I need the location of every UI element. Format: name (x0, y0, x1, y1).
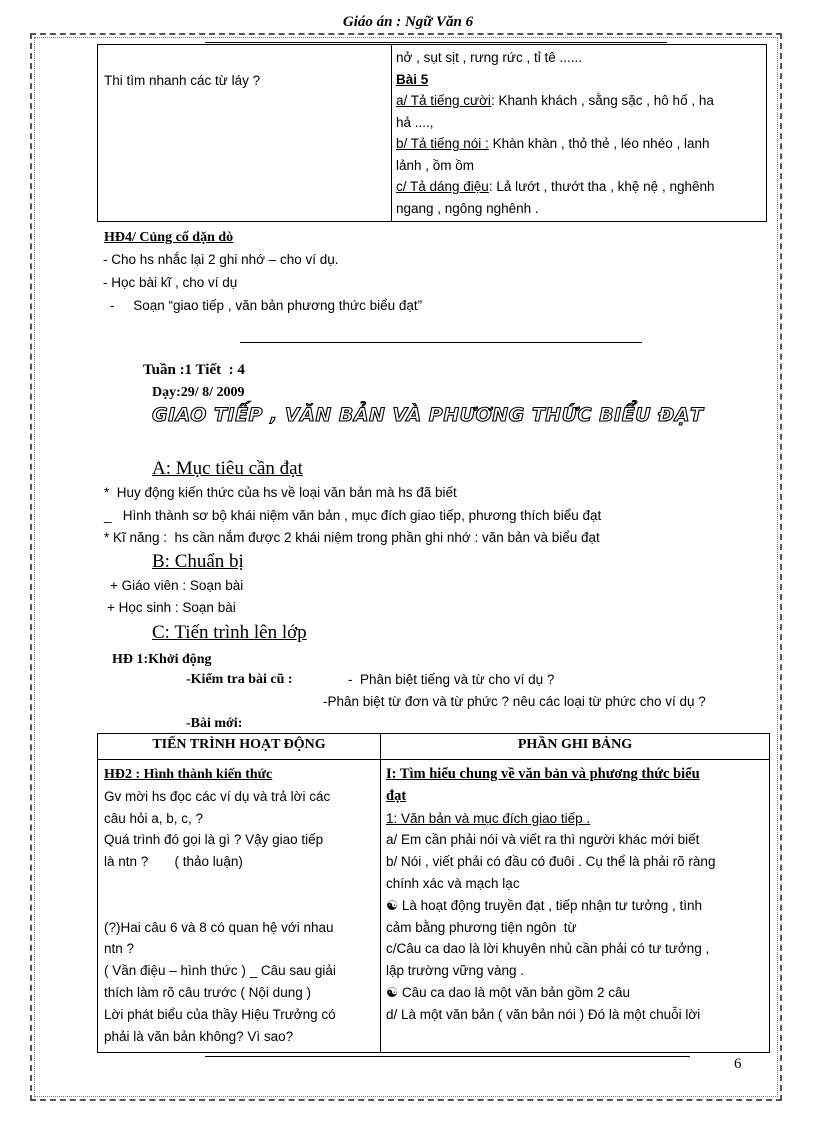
yin-yang-icon: ☯ (386, 897, 399, 913)
page-number: 6 (734, 1056, 742, 1072)
prep-item: + Học sinh : Soạn bài (107, 600, 236, 615)
hd4-item: - Học bài kĩ , cho ví dụ (103, 275, 238, 290)
hd1-title: HĐ 1:Khởi động (112, 652, 212, 667)
activity-line: câu hỏi a, b, c, ? (104, 810, 204, 826)
answer-line: ngang , ngông nghênh . (396, 200, 539, 216)
answer-text: Khàn khàn , thỏ thẻ , léo nhéo , lanh (488, 136, 710, 151)
answer-text: : Khanh khách , sằng sặc , hô hố , ha (490, 93, 714, 108)
section-a-title: A: Mục tiêu cần đạt (152, 458, 303, 479)
board-line: b/ Nói , viết phải có đầu có đuôi . Cụ thể là phải rõ ràng (386, 854, 716, 870)
answer-text: : Lả lướt , thướt tha , khệ nệ , nghênh (488, 179, 715, 194)
table-header-board: PHẦN GHI BẢNG (517, 737, 633, 752)
page-header: Giáo án : Ngữ Văn 6 (342, 14, 474, 30)
top-table-answers (396, 47, 764, 219)
answer-heading: Bài 5 (396, 71, 429, 87)
board-cell (386, 764, 764, 1026)
answer-label: b/ Tả tiếng nói : (396, 136, 489, 151)
kiem-tra-question: - Phân biệt tiếng và từ cho ví dụ ? (348, 672, 555, 687)
activity-line: ( Vần điệu – hình thức ) _ Câu sau giải (104, 963, 336, 979)
board-line: a/ Em cần phải nói và viết ra thì người khác mới biết (386, 832, 700, 848)
activity-line: thích làm rõ câu trước ( Nội dung ) (104, 984, 311, 1000)
section-c-title: C: Tiến trình lên lớp (152, 622, 307, 643)
kiem-tra-label: -Kiểm tra bài cũ : (186, 672, 293, 687)
board-line: lập trường vững vàng . (386, 963, 524, 979)
bai-moi-label: -Bài mới: (186, 716, 243, 731)
answer-label: a/ Tả tiếng cười (396, 93, 491, 108)
answer-line: nở , sụt sịt , rưng rức , tỉ tê ...... (396, 50, 582, 65)
activity-line: phải là văn bản không? Vì sao? (104, 1028, 294, 1044)
board-line: Câu ca dao là một văn bản gồm 2 câu (401, 984, 631, 1000)
hd4-item: - Cho hs nhắc lại 2 ghi nhớ – cho ví dụ. (103, 252, 339, 267)
objective-item: * Huy động kiến thức của hs về loại văn bản mà hs đã biết (104, 485, 457, 500)
activities-cell (104, 764, 372, 1047)
board-line: 1: Văn bản và mục đích giao tiếp . (386, 810, 591, 826)
lesson-date: Dạy:29/ 8/ 2009 (152, 385, 245, 400)
answer-line: hả ...., (396, 114, 434, 130)
activity-line: là ntn ? ( thảo luận) (104, 854, 243, 870)
activity-title: HĐ2 : Hình thành kiến thức (104, 767, 273, 782)
hd4-title: HĐ4/ Củng cố dặn dò (104, 230, 234, 245)
lesson-table (97, 733, 770, 1053)
top-rule (205, 42, 667, 43)
bottom-rule (205, 1056, 690, 1057)
board-line: chính xác và mạch lạc (386, 875, 520, 891)
hd4-item: - Soạn “giao tiếp , văn bản phương thức biểu đạt” (110, 298, 423, 313)
board-line: d/ Là một văn bản ( văn bản nói ) Đó là một chuỗi lời (386, 1006, 701, 1022)
activity-line (104, 873, 372, 895)
activity-line (104, 895, 372, 917)
board-line: c/Câu ca dao là lời khuyên nhủ cần phải có tư tưởng , (386, 941, 710, 957)
board-title: I: Tìm hiểu chung về văn bản và phương thức biểu (386, 766, 700, 782)
activity-line: Lời phát biểu của thầy Hiệu Trưởng có (104, 1006, 336, 1022)
section-divider (240, 342, 642, 343)
table-header-activities: TIẾN TRÌNH HOẠT ĐỘNG (152, 737, 326, 752)
board-title-cont: đạt (386, 787, 407, 804)
top-table (97, 44, 767, 222)
lesson-title: GIAO TIẾP , VĂN BẢN VÀ PHƯƠNG THỨC BIỂU ĐẠT (152, 404, 704, 426)
activity-line: (?)Hai câu 6 và 8 có quan hệ với nhau (104, 919, 334, 935)
activity-line: Quá trình đó gọi là gì ? Vậy giao tiếp (104, 832, 324, 848)
kiem-tra-question: -Phân biệt từ đơn và từ phức ? nêu các loại từ phức cho ví dụ ? (323, 694, 706, 709)
top-table-question: Thi tìm nhanh các từ láy ? (104, 73, 261, 88)
yin-yang-icon: ☯ (386, 984, 399, 1000)
answer-line: lảnh , ồm ồm (396, 157, 475, 173)
answer-label: c/ Tả dáng điệu (396, 179, 489, 194)
board-line: cảm bằng phương tiện ngôn từ (386, 919, 577, 935)
board-line: Là hoạt động truyền đạt , tiếp nhận tư tưởng , tình (401, 897, 703, 913)
objective-item: _ Hình thành sơ bộ khái niệm văn bản , mục đích giao tiếp, phương thích biểu đạt (104, 508, 602, 523)
section-b-title: B: Chuẩn bị (152, 551, 244, 572)
activity-line: Gv mời hs đọc các ví dụ và trả lời các (104, 788, 331, 804)
prep-item: + Giáo viên : Soạn bài (110, 578, 244, 593)
objective-item: * Kĩ năng : hs cần nắm được 2 khái niệm trong phần ghi nhớ : văn bản và biểu đạt (104, 530, 600, 545)
activity-line: ntn ? (104, 941, 135, 957)
lesson-week: Tuần :1 Tiết : 4 (143, 362, 245, 378)
